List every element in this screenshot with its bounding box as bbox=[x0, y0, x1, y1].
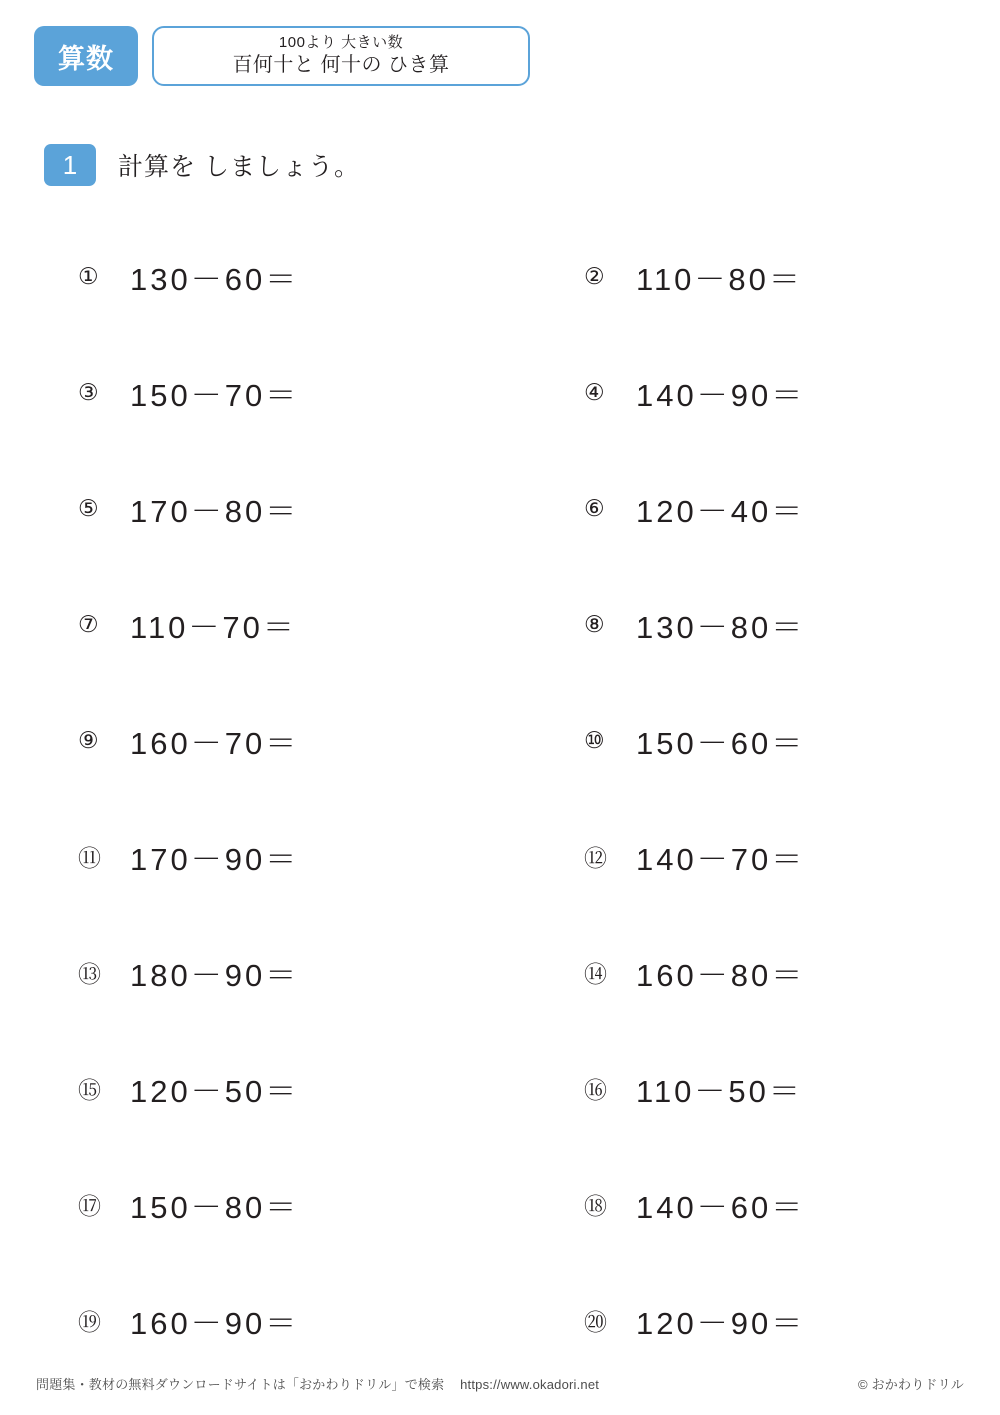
problem-index: ⑩ bbox=[584, 726, 605, 753]
problem-item bbox=[0, 334, 500, 450]
problem-expression: 120－90＝ bbox=[636, 1305, 806, 1341]
problem-index: ⑱ bbox=[584, 1192, 607, 1219]
footer-site-url: https://www.okadori.net bbox=[460, 1377, 600, 1392]
problem-expression: 170－90＝ bbox=[130, 841, 300, 877]
problem-grid bbox=[0, 218, 1000, 1378]
title-box bbox=[152, 26, 530, 86]
problem-expression: 150－70＝ bbox=[130, 377, 300, 413]
title-heading: 百何十と 何十の ひき算 bbox=[232, 54, 450, 76]
problem-expression: 130－80＝ bbox=[636, 609, 806, 645]
problem-expression: 140－90＝ bbox=[636, 377, 806, 413]
problem-index: ⑧ bbox=[584, 610, 605, 637]
problem-item bbox=[500, 798, 1000, 914]
subject-badge: 算数 bbox=[34, 26, 138, 86]
problem-index: ⑨ bbox=[78, 726, 99, 753]
footer-note bbox=[36, 1374, 599, 1393]
problem-index: ⑬ bbox=[78, 960, 101, 987]
title-subheading: 100より 大きい数 bbox=[278, 34, 404, 51]
problem-expression: 150－80＝ bbox=[130, 1189, 300, 1225]
problem-index: ② bbox=[584, 262, 605, 289]
problem-item bbox=[500, 334, 1000, 450]
problem-item bbox=[0, 218, 500, 334]
problem-expression: 170－80＝ bbox=[130, 493, 300, 529]
worksheet-header bbox=[34, 26, 530, 86]
problem-expression: 110－80＝ bbox=[636, 261, 803, 297]
problem-index: ③ bbox=[78, 378, 99, 405]
problem-item bbox=[0, 1030, 500, 1146]
problem-expression: 140－70＝ bbox=[636, 841, 806, 877]
problem-index: ⑲ bbox=[78, 1308, 101, 1335]
problem-item bbox=[500, 1262, 1000, 1378]
problem-expression: 110－70＝ bbox=[130, 609, 297, 645]
problem-expression: 160－90＝ bbox=[130, 1305, 300, 1341]
problem-expression: 110－50＝ bbox=[636, 1073, 803, 1109]
section-number-badge: 1 bbox=[44, 144, 96, 186]
problem-item bbox=[0, 450, 500, 566]
problem-item bbox=[0, 1146, 500, 1262]
problem-index: ⑭ bbox=[584, 960, 607, 987]
problem-index: ⑳ bbox=[584, 1308, 607, 1335]
problem-item bbox=[500, 1146, 1000, 1262]
problem-index: ⑪ bbox=[78, 844, 101, 871]
problem-expression: 180－90＝ bbox=[130, 957, 300, 993]
problem-index: ⑰ bbox=[78, 1192, 101, 1219]
problem-expression: 160－70＝ bbox=[130, 725, 300, 761]
problem-item bbox=[0, 682, 500, 798]
problem-index: ⑮ bbox=[78, 1076, 101, 1103]
problem-index: ① bbox=[78, 262, 99, 289]
page-footer bbox=[0, 1374, 1000, 1393]
problem-expression: 150－60＝ bbox=[636, 725, 806, 761]
problem-expression: 140－60＝ bbox=[636, 1189, 806, 1225]
problem-item bbox=[500, 218, 1000, 334]
problem-index: ⑤ bbox=[78, 494, 99, 521]
problem-item bbox=[0, 914, 500, 1030]
problem-item bbox=[0, 566, 500, 682]
problem-item bbox=[500, 914, 1000, 1030]
problem-expression: 160－80＝ bbox=[636, 957, 806, 993]
instruction-row bbox=[44, 144, 360, 186]
problem-index: ⑥ bbox=[584, 494, 605, 521]
problem-expression: 120－50＝ bbox=[130, 1073, 300, 1109]
footer-note-text: 問題集・教材の無料ダウンロードサイトは「おかわりドリル」で検索 bbox=[36, 1377, 445, 1392]
problem-index: ⑦ bbox=[78, 610, 99, 637]
problem-item bbox=[500, 566, 1000, 682]
instruction-text: 計算を しましょう。 bbox=[118, 153, 360, 181]
problem-item bbox=[0, 1262, 500, 1378]
problem-index: ⑯ bbox=[584, 1076, 607, 1103]
problem-index: ④ bbox=[584, 378, 605, 405]
problem-item bbox=[0, 798, 500, 914]
footer-copyright: © おかわりドリル bbox=[858, 1377, 964, 1392]
problem-expression: 130－60＝ bbox=[130, 261, 300, 297]
problem-item bbox=[500, 450, 1000, 566]
problem-item bbox=[500, 1030, 1000, 1146]
problem-expression: 120－40＝ bbox=[636, 493, 806, 529]
problem-index: ⑫ bbox=[584, 844, 607, 871]
problem-item bbox=[500, 682, 1000, 798]
